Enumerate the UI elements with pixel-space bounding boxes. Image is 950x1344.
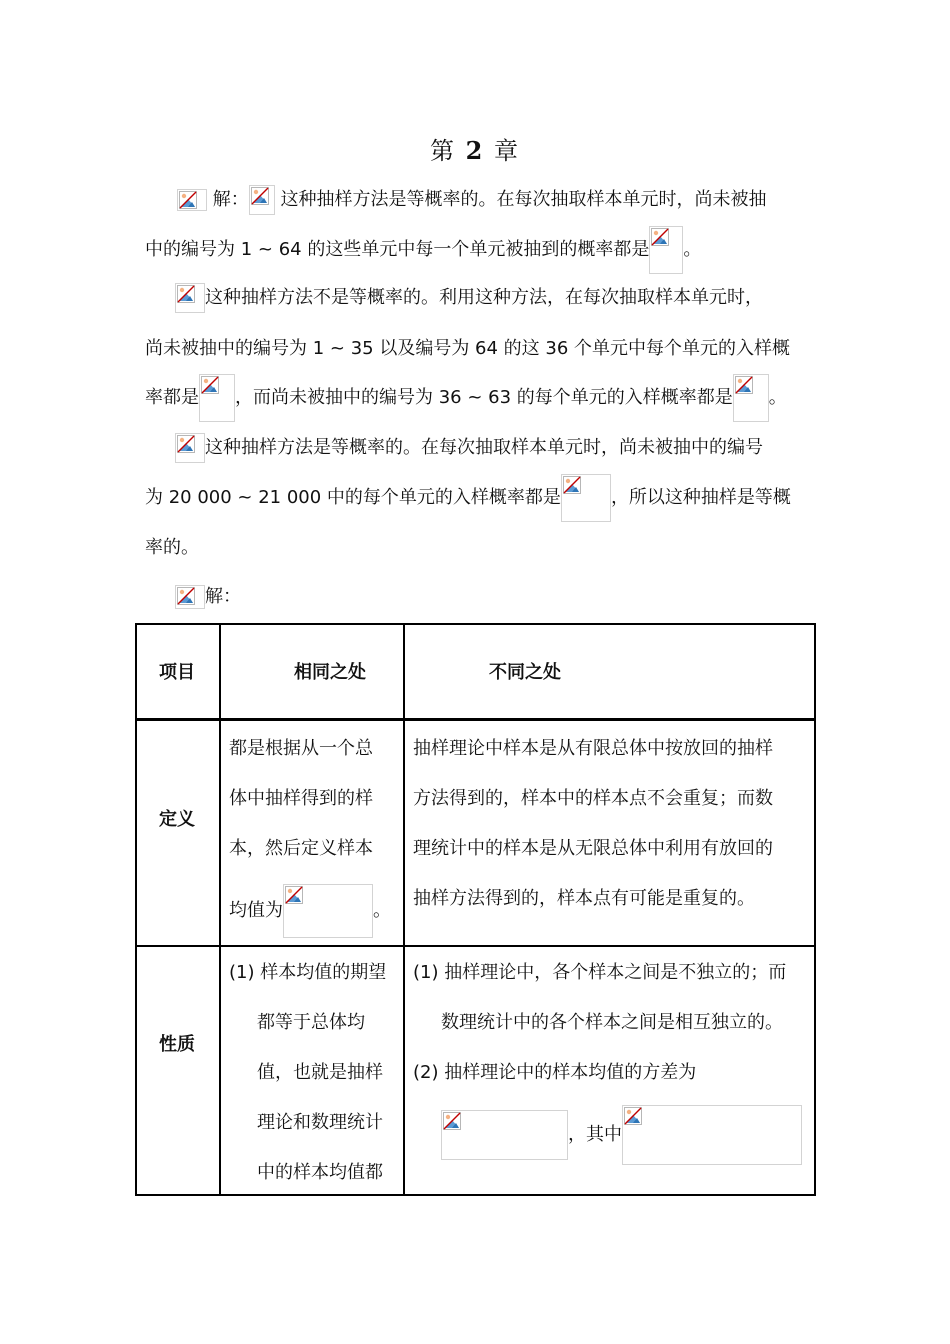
broken-image-icon <box>177 285 195 303</box>
property-diff-line: (1) 抽样理论中，各个样本之间是不独立的；而 <box>413 962 787 983</box>
page-title: 第 2 章 <box>430 136 520 165</box>
broken-image-icon <box>624 1107 642 1125</box>
header-diff: 不同之处 <box>489 662 561 683</box>
property-same-line: 理论和数理统计 <box>257 1112 383 1133</box>
broken-image-icon <box>177 435 195 453</box>
answer-1-line-2: 中的编号为 1 ~ 64 的这些单元中每一个单元被抽到的概率都是 。 <box>145 225 825 275</box>
question-image <box>175 283 205 313</box>
row-label-definition: 定义 <box>159 809 195 830</box>
definition-diff-line: 理统计中的样本是从无限总体中利用有放回的 <box>413 838 773 859</box>
question-image <box>175 585 205 609</box>
property-diff-line: (2) 抽样理论中的样本均值的方差为 <box>413 1062 697 1083</box>
answer-3-line-2: 为 20 000 ~ 21 000 中的每个单元的入样概率都是 ，所以这种抽样是等概 <box>145 473 825 523</box>
formula-image <box>622 1105 802 1165</box>
answer-2-line-3: 率都是 ，而尚未被抽中的编号为 36 ~ 63 的每个单元的入样概率都是 。 <box>145 373 825 423</box>
formula-image <box>283 884 373 938</box>
broken-image-icon <box>563 476 581 494</box>
header-same: 相同之处 <box>294 662 366 683</box>
formula-image <box>649 226 683 274</box>
property-same-line: (1) 样本均值的期望 <box>229 962 387 983</box>
formula-image <box>561 474 611 522</box>
property-same-line: 值，也就是抽样 <box>257 1062 383 1083</box>
broken-image-icon <box>179 191 197 209</box>
definition-diff-line: 方法得到的，样本中的样本点不会重复；而数 <box>413 788 773 809</box>
question-image <box>175 433 205 463</box>
formula-image <box>733 374 769 422</box>
broken-image-icon <box>735 376 753 394</box>
definition-diff-line: 抽样方法得到的，样本点有可能是重复的。 <box>413 888 755 909</box>
property-diff-formula-line: ，其中 <box>441 1105 802 1165</box>
header-item: 项目 <box>159 662 195 683</box>
property-same-line: 中的样本均值都 <box>257 1162 383 1183</box>
definition-same-line: 体中抽样得到的样 <box>229 788 373 809</box>
answer-2-line-2: 尚未被抽中的编号为 1 ~ 35 以及编号为 64 的这 36 个单元中每个单元的入样概 <box>145 338 791 359</box>
row-label-property: 性质 <box>159 1034 195 1055</box>
broken-image-icon <box>177 587 195 605</box>
comparison-table <box>135 623 816 1196</box>
property-same-line: 都等于总体均 <box>257 1012 365 1033</box>
broken-image-icon <box>651 228 669 246</box>
answer-1: 解： 这种抽样方法是等概率的。在每次抽取样本单元时，尚未被抽 <box>145 175 825 225</box>
broken-image-icon <box>201 376 219 394</box>
definition-same-line: 均值为 。 <box>229 884 391 938</box>
answer-3: 这种抽样方法是等概率的。在每次抽取样本单元时，尚未被抽中的编号 <box>145 423 825 473</box>
answer-2: 这种抽样方法不是等概率的。利用这种方法，在每次抽取样本单元时， <box>145 273 825 323</box>
broken-image-icon <box>285 886 303 904</box>
formula-image <box>441 1110 568 1160</box>
broken-image-icon <box>251 187 269 205</box>
definition-same-line: 都是根据从一个总 <box>229 738 373 759</box>
formula-image <box>249 185 275 215</box>
property-diff-line: 数理统计中的各个样本之间是相互独立的。 <box>441 1012 783 1033</box>
formula-image <box>199 374 235 422</box>
answer-4: 解： <box>145 572 825 622</box>
answer-3-line-3: 率的。 <box>145 537 199 558</box>
definition-same-line: 本，然后定义样本 <box>229 838 373 859</box>
definition-diff-line: 抽样理论中样本是从有限总体中按放回的抽样 <box>413 738 773 759</box>
question-image <box>177 189 207 211</box>
broken-image-icon <box>443 1112 461 1130</box>
